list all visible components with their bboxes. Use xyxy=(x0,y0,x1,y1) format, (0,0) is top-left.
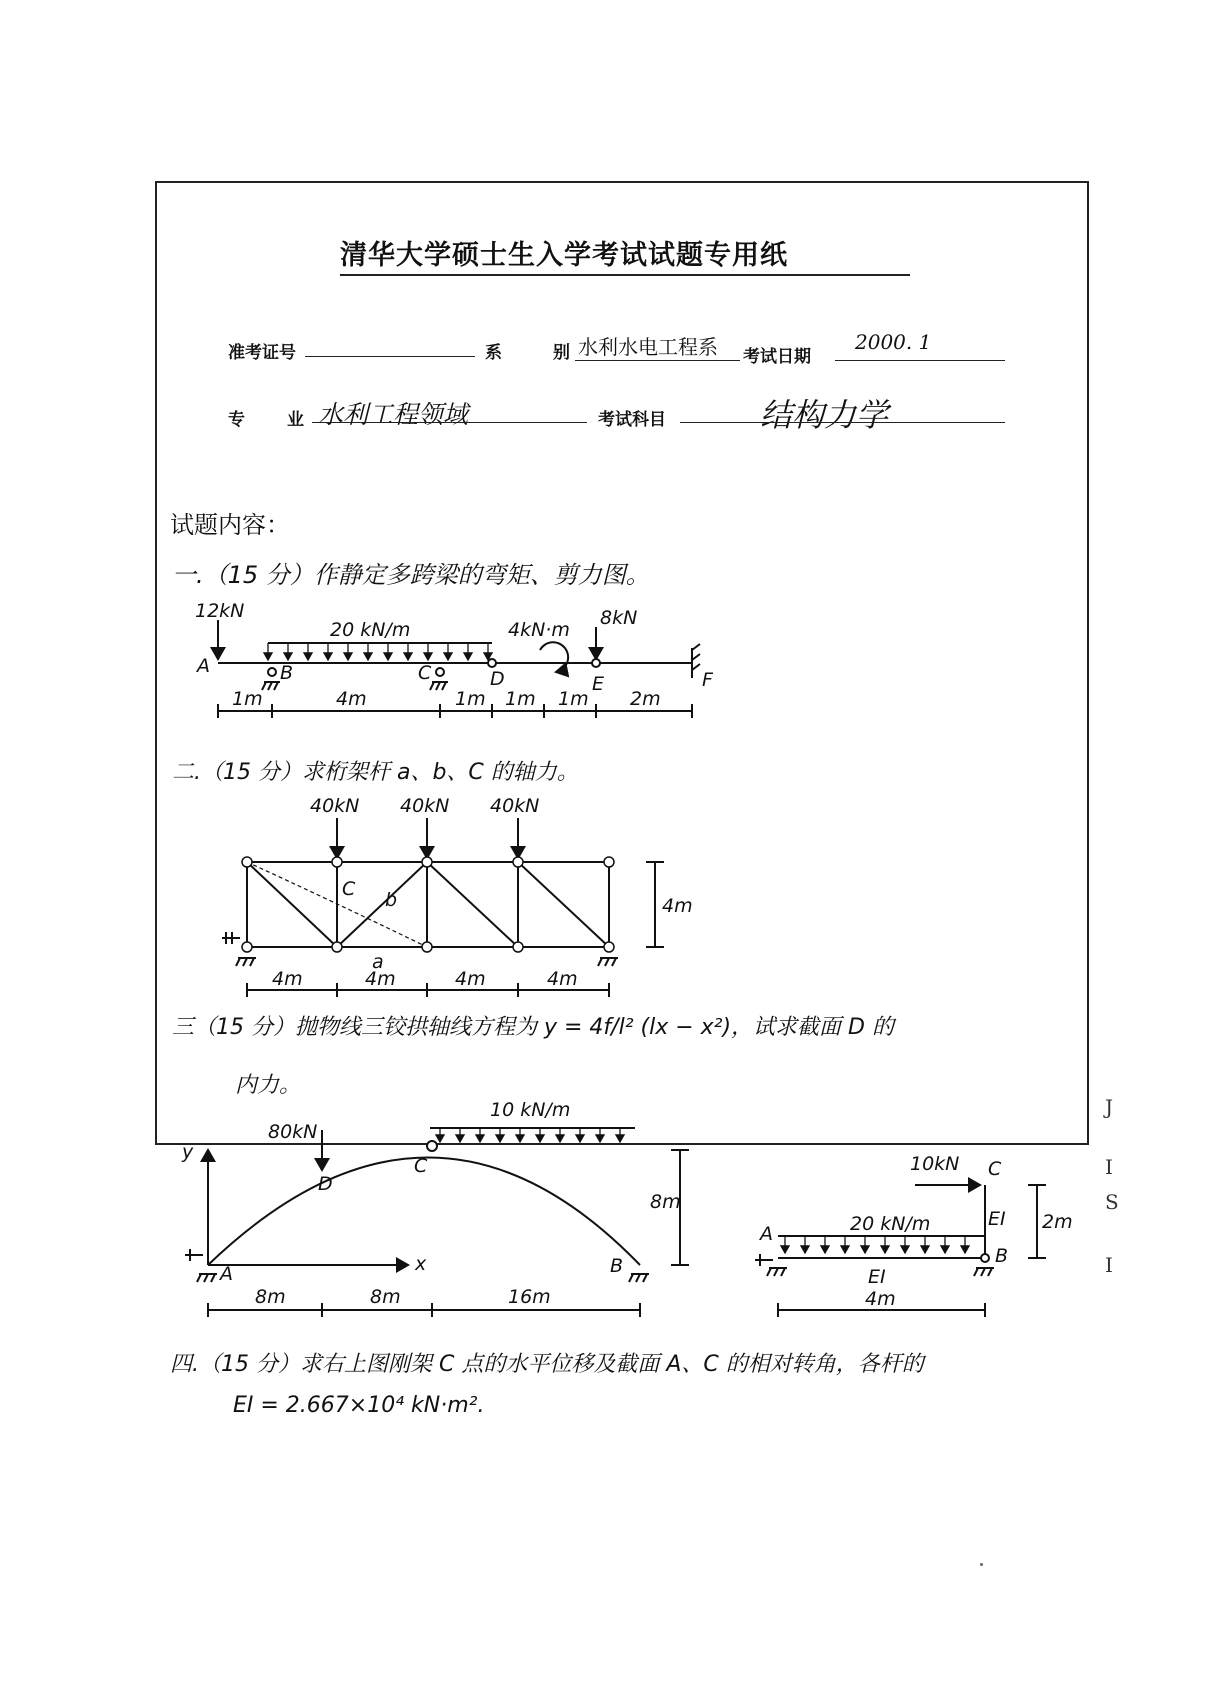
admission-label: 准考证号 xyxy=(228,343,296,363)
fig3-axis-y: y xyxy=(182,1141,194,1163)
dept-label-2: 别 xyxy=(553,343,570,363)
fig4-ei-vertical: EI xyxy=(988,1208,1006,1230)
fig1-span-6: 2m xyxy=(630,688,661,710)
arch-dist-load-arrows xyxy=(440,1128,620,1142)
date-label: 考试日期 xyxy=(743,347,811,367)
dist-load-arrows xyxy=(268,643,488,660)
fig2-member-a: a xyxy=(372,951,384,973)
fig2-span-3: 4m xyxy=(455,968,486,990)
subject-label: 考试科目 xyxy=(598,410,666,430)
fig4-point-A: A xyxy=(760,1223,773,1245)
question-3-line-2: 内力。 xyxy=(235,1073,302,1098)
hinge-C xyxy=(427,1141,437,1151)
fig2-span-4: 4m xyxy=(547,968,578,990)
question-1: 一.（15 分）作静定多跨梁的弯矩、剪力图。 xyxy=(172,561,650,589)
frame-support-A xyxy=(767,1268,787,1276)
figure-3-labels xyxy=(181,1099,681,1308)
date-value: 2000. 1 xyxy=(855,330,932,354)
fig3-axis-x: x xyxy=(415,1253,427,1275)
major-label-1: 专 xyxy=(228,410,245,430)
fig1-point-F: F xyxy=(702,669,713,691)
fig1-point-D: D xyxy=(490,668,505,690)
fig2-span-2: 4m xyxy=(365,968,396,990)
fig2-height: 4m xyxy=(662,895,693,917)
hinge-D xyxy=(488,659,496,667)
fig3-point-A: A xyxy=(220,1263,233,1285)
fig1-span-2: 4m xyxy=(336,688,367,710)
joint-B xyxy=(981,1254,989,1262)
fig1-span-4: 1m xyxy=(505,688,536,710)
frame-support-B xyxy=(974,1268,994,1276)
question-4-line-2: EI = 2.667×10⁴ kN·m². xyxy=(233,1393,485,1418)
support-B xyxy=(268,668,276,676)
fig1-span-3: 1m xyxy=(455,688,486,710)
edge-mark-3: S xyxy=(1105,1190,1119,1214)
fig4-height: 2m xyxy=(1042,1211,1073,1233)
fig1-moment: 4kN·m xyxy=(508,619,570,641)
fig4-load-C: 10kN xyxy=(910,1153,960,1175)
content-label: 试题内容： xyxy=(170,511,290,539)
truss-support-left xyxy=(236,958,256,966)
fig4-span: 4m xyxy=(865,1288,896,1310)
fig4-dist-load: 20 kN/m xyxy=(850,1213,931,1235)
figure-2-labels xyxy=(272,795,693,990)
fig2-load-2: 40kN xyxy=(400,795,450,817)
question-2: 二.（15 分）求桁架杆 a、b、C 的轴力。 xyxy=(172,760,579,785)
edge-mark-1: J xyxy=(1105,1095,1114,1119)
figure-1-labels xyxy=(195,600,714,710)
fig3-dist-load: 10 kN/m xyxy=(490,1099,571,1121)
question-4-line-1: 四.（15 分）求右上图刚架 C 点的水平位移及截面 A、C 的相对转角，各杆的 xyxy=(170,1352,924,1377)
edge-mark-4: I xyxy=(1105,1253,1113,1277)
major-value: 水利工程领域 xyxy=(318,400,469,429)
fig2-span-1: 4m xyxy=(272,968,303,990)
fig3-span-2: 8m xyxy=(370,1286,401,1308)
fig1-load-A: 12kN xyxy=(195,600,245,622)
fig4-point-B: B xyxy=(995,1245,1009,1267)
dept-value: 水利水电工程系 xyxy=(578,335,718,359)
fig1-dist-load: 20 kN/m xyxy=(330,619,411,641)
hinge-E xyxy=(592,659,600,667)
fig1-point-A: A xyxy=(197,655,210,677)
fig2-member-b: b xyxy=(385,889,398,911)
question-3-line-1: 三（15 分）抛物线三铰拱轴线方程为 y = 4f/l² (lx − x²)，试求截面 D 的 xyxy=(172,1015,894,1040)
fig1-load-E: 8kN xyxy=(600,607,638,629)
fig1-span-1: 1m xyxy=(232,688,263,710)
moment-arc xyxy=(540,642,568,672)
fig1-point-C: C xyxy=(418,662,432,684)
fig1-point-B: B xyxy=(280,662,294,684)
truss-support-right xyxy=(598,958,618,966)
fig3-point-D: D xyxy=(318,1173,333,1195)
dept-label-1: 系 xyxy=(485,343,502,363)
fixed-support-F xyxy=(692,644,700,678)
fig3-load-D: 80kN xyxy=(268,1121,318,1143)
fig2-load-1: 40kN xyxy=(310,795,360,817)
page-title: 清华大学硕士生入学考试试题专用纸 xyxy=(340,240,788,271)
arch-support-A xyxy=(197,1274,217,1282)
major-label-2: 业 xyxy=(287,410,304,430)
support-C xyxy=(436,668,444,676)
fig3-span-1: 8m xyxy=(255,1286,286,1308)
fig3-span-3: 16m xyxy=(508,1286,551,1308)
fig3-rise: 8m xyxy=(650,1191,681,1213)
fig4-point-C: C xyxy=(988,1158,1002,1180)
fig3-point-B: B xyxy=(610,1255,624,1277)
subject-value: 结构力学 xyxy=(760,396,889,434)
fig1-span-5: 1m xyxy=(558,688,589,710)
fig3-point-C: C xyxy=(414,1155,428,1177)
arch-support-B xyxy=(629,1274,649,1282)
fig1-point-E: E xyxy=(592,673,605,695)
fig2-member-c: C xyxy=(342,878,356,900)
figure-4-labels xyxy=(758,1153,1073,1310)
fig4-ei-beam: EI xyxy=(868,1266,886,1288)
fig2-load-3: 40kN xyxy=(490,795,540,817)
edge-mark-2: I xyxy=(1105,1155,1113,1179)
frame-dist-load-arrows xyxy=(785,1236,965,1253)
